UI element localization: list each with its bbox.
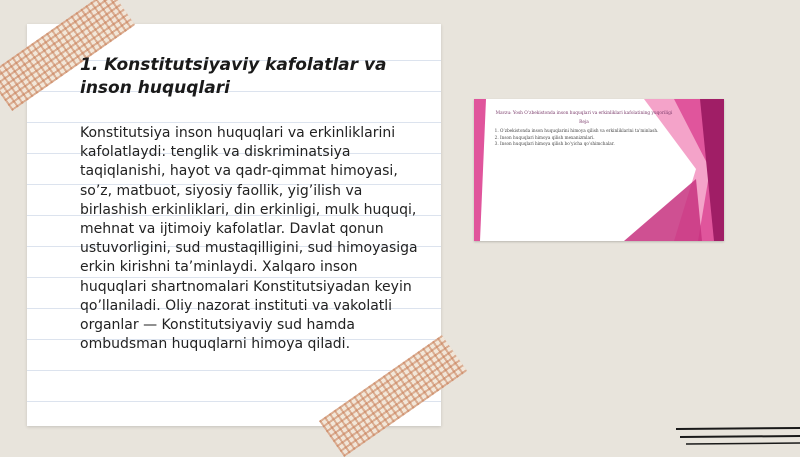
thumbnail-list-item: 3. Inson huquqlari himoya qilish bo‘yicha qo‘shimchalar. [500, 141, 674, 147]
slide-body-text: Konstitutsiya inson huquqlari va erkinliklarini kafolatlaydi: tenglik va diskriminatsiya taqiqlanishi, hayot va qadr-qimmat himoyasi, so’z, matbuot, siyosiy faollik, yig’ilish va birlashish erkinliklari, din erkinligi, mulk huquqi, mehnat va ijtimoiy kafolatlar. Davlat qonun ustuvorligini, sud mustaqilligini, sud himoyasiga erkin kirishni ta’minlaydi. Xalqaro inson huquqlari shartnomalari Konstitutsiyadan keyin qo’llaniladi. Oliy nazorat instituti va vakolatli organlar — Konstitutsiyaviy sud hamda ombudsman huquqlarni himoya qiladi. [80, 125, 418, 353]
thumbnail-title: Mavzu: Yosh O‘zbekistonda inson huquqlari va erkinliklari kafolatining yuqoriligi [495, 111, 673, 116]
decorative-lines [676, 424, 800, 446]
thumbnail-list [494, 128, 674, 147]
thumbnail-list-item: 1. O‘zbekistonda inson huquqlarini himoya qilish va erkinliklarini ta’minlash. [500, 128, 674, 134]
slide-thumbnail-image [474, 99, 724, 241]
slide-title: 1. Konstitutsiyaviy kafolatlar va inson huquqlari [80, 55, 387, 98]
thumbnail-text [494, 111, 674, 148]
thumbnail-subtitle: Reja [579, 119, 589, 125]
thumbnail-list-item: 2. Inson huquqlari himoya qilish mexanizmlari. [500, 135, 674, 141]
